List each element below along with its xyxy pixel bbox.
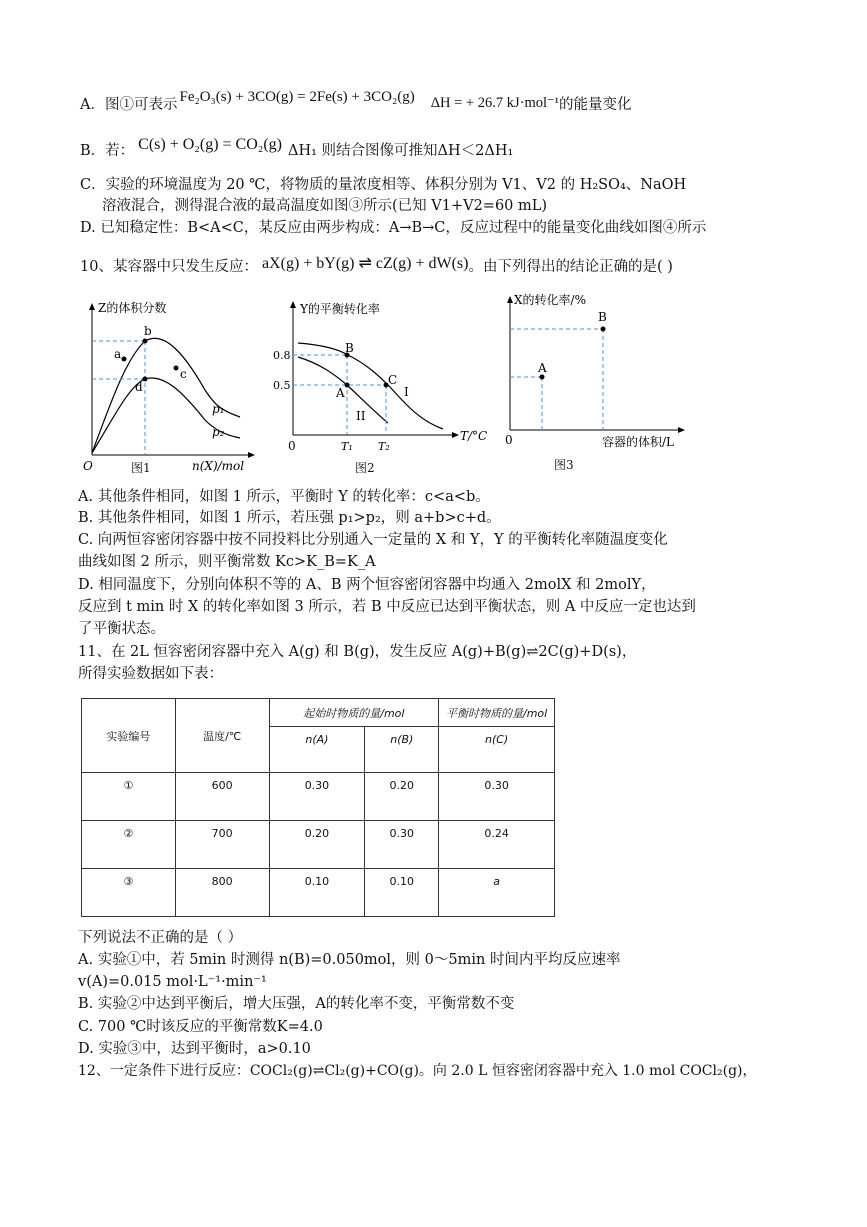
q9-option-b (80, 136, 514, 160)
fig2-curve-I (298, 343, 443, 429)
q10-equation: aX(g) + bY(g) ⇌ cZ(g) + dW(s) (261, 255, 469, 272)
q11-prompt: 下列说法不正确的是（ ） (78, 930, 243, 946)
fig3-label-A: A (538, 361, 547, 375)
fig1-label-c: c (180, 367, 187, 381)
q9-option-c-1: C．实验的环境温度为 20 ℃，将物质的量浓度相等、体积分别为 V1、V2 的 H₂SO₄、NaOH (80, 177, 687, 193)
fig1-label-a: a (114, 347, 122, 361)
q11-option-a-2: v(A)=0.015 mol·L⁻¹·min⁻¹ (78, 974, 267, 990)
fig1-point-d (143, 377, 148, 382)
q11-option-d: D. 实验③中，达到平衡时，a>0.10 (78, 1041, 311, 1057)
q11-data-table (81, 698, 555, 917)
fig2-xlabel: T/°C (460, 429, 488, 443)
fig2-origin: 0 (288, 439, 296, 453)
q9-b-prefix: B．若： (80, 143, 135, 159)
table-row (82, 821, 555, 869)
figure-2 (268, 295, 490, 465)
fig1-label-p2: p₂ (212, 425, 225, 439)
table-row (82, 773, 555, 821)
th-nb: n(B) (365, 727, 439, 773)
q9-b-suffix: ΔH₁ 则结合图像可推知ΔH＜2ΔH₁ (288, 143, 514, 159)
fig2-ytick-05: 0.5 (273, 379, 291, 392)
q10-stem-prefix: 10、某容器中只发生反应： (80, 259, 258, 275)
q10-stem (80, 255, 673, 276)
q10-option-d-1: D. 相同温度下，分别向体积不等的 A、B 两个恒容密闭容器中均通入 2molX 和 2molY， (78, 577, 656, 593)
fig2-xtick-t2: T₂ (378, 440, 390, 453)
fig3-ylabel: X的转化率/% (514, 293, 586, 307)
q11-option-b: B. 实验②中达到平衡后，增大压强，A的转化率不变，平衡常数不变 (78, 996, 515, 1012)
cell-temp: 800 (175, 869, 269, 917)
fig2-x-arrow (452, 432, 459, 438)
fig3-xlabel: 容器的体积/L (602, 435, 675, 449)
cell-nc: a (439, 869, 555, 917)
fig3-caption: 图3 (554, 458, 574, 472)
q9-a-delta: ΔH = + 26.7 kJ·mol⁻¹ (430, 95, 560, 111)
th-eq: 平衡时物质的量/mol (439, 699, 555, 727)
fig2-label-C: C (388, 373, 398, 387)
fig2-ylabel: Y的平衡转化率 (300, 302, 380, 316)
q9-option-d: D. 已知稳定性：B<A<C，某反应由两步构成：A→B→C，反应过程中的能量变化曲线如图④所示 (80, 220, 707, 236)
fig1-label-p1: p₁ (212, 402, 225, 416)
q10-option-c-2: 曲线如图 2 所示，则平衡常数 Kc>K_B=K_A (78, 554, 376, 570)
q10-option-d-3: 了平衡状态。 (78, 621, 165, 637)
table-row (82, 869, 555, 917)
fig1-x-arrow (248, 452, 255, 458)
q9-option-c-2: 溶液混合，测得混合液的最高温度如图③所示(已知 V1+V2=60 mL) (102, 198, 548, 214)
fig1-origin: O (83, 459, 93, 473)
fig2-point-A (345, 383, 350, 388)
cell-exp: ② (82, 821, 176, 869)
fig2-label-A: A (336, 386, 345, 400)
th-na: n(A) (269, 727, 365, 773)
figure-3 (500, 290, 700, 450)
fig2-xtick-t1: T₁ (341, 440, 353, 453)
q9-b-equation: C(s) + O₂(g) = CO₂(g) (138, 136, 283, 153)
fig2-label-I: I (404, 385, 409, 399)
q11-stem-2: 所得实验数据如下表： (78, 666, 223, 682)
fig1-label-d: d (135, 380, 143, 394)
q11-stem-1: 11、在 2L 恒容密闭容器中充入 A(g) 和 B(g)，发生反应 A(g)+B(g)⇌2C(g)+D(s)， (78, 644, 637, 660)
fig1-point-a (122, 357, 127, 362)
q9-a-prefix: A．图①可表示 (80, 97, 178, 113)
th-nc: n(C) (439, 727, 555, 773)
fig2-label-II: II (356, 409, 366, 423)
q12-stem: 12、一定条件下进行反应：COCl₂(g)⇌Cl₂(g)+CO(g)。向 2.0 L 恒容密闭容器中充入 1.0 mol COCl₂(g)， (78, 1063, 757, 1079)
fig1-y-arrow (89, 303, 95, 310)
q11-option-c: C. 700 ℃时该反应的平衡常数K=4.0 (78, 1019, 323, 1035)
q10-option-b: B. 其他条件相同，如图 1 所示，若压强 p₁>p₂，则 a+b>c+d。 (78, 510, 501, 526)
fig1-caption: 图1 (131, 461, 151, 475)
cell-nb: 0.20 (365, 773, 439, 821)
fig1-xlabel: n(X)/mol (192, 459, 245, 473)
q10-option-c-1: C. 向两恒容密闭容器中按不同投料比分别通入一定量的 X 和 Y，Y 的平衡转化率随温度变化 (78, 532, 668, 548)
cell-temp: 600 (175, 773, 269, 821)
fig2-y-arrow (290, 301, 296, 308)
th-temp: 温度/℃ (175, 699, 269, 773)
q9-a-equation: Fe₂O₃(s) + 3CO(g) = 2Fe(s) + 3CO₂(g) (179, 89, 415, 105)
fig3-origin: 0 (505, 433, 513, 447)
fig1-point-c (174, 366, 179, 371)
q10-option-d-2: 反应到 t min 时 X 的转化率如图 3 所示，若 B 中反应已达到平衡状态，则 A 中反应一定也达到 (78, 599, 696, 615)
fig1-point-b (143, 339, 148, 344)
fig2-ytick-08: 0.8 (273, 349, 291, 362)
fig3-point-B (601, 327, 606, 332)
cell-nb: 0.30 (365, 821, 439, 869)
cell-temp: 700 (175, 821, 269, 869)
q10-stem-suffix: 。由下列得出的结论正确的是( ) (468, 259, 673, 275)
figure-1 (80, 295, 260, 475)
q10-option-a: A. 其他条件相同，如图 1 所示，平衡时 Y 的转化率：c<a<b。 (78, 489, 490, 505)
fig2-label-B: B (345, 341, 354, 355)
q11-option-a-1: A. 实验①中，若 5min 时测得 n(B)=0.050mol，则 0～5min 时间内平均反应速率 (78, 952, 621, 968)
fig2-caption: 图2 (355, 461, 375, 475)
fig1-ylabel: Z的体积分数 (98, 301, 167, 315)
table-header-row-1 (82, 699, 555, 727)
q9-a-suffix: 的能量变化 (559, 97, 632, 113)
cell-na: 0.30 (269, 773, 365, 821)
fig1-label-b: b (144, 324, 152, 338)
th-exp: 实验编号 (82, 699, 176, 773)
fig3-point-A (540, 375, 545, 380)
cell-na: 0.20 (269, 821, 365, 869)
cell-nc: 0.24 (439, 821, 555, 869)
fig3-y-arrow (507, 296, 513, 303)
fig3-label-B: B (598, 310, 607, 324)
cell-nb: 0.10 (365, 869, 439, 917)
q9-option-a (80, 89, 632, 114)
fig3-x-arrow (678, 427, 685, 433)
cell-na: 0.10 (269, 869, 365, 917)
cell-nc: 0.30 (439, 773, 555, 821)
th-start: 起始时物质的量/mol (269, 699, 439, 727)
cell-exp: ③ (82, 869, 176, 917)
cell-exp: ① (82, 773, 176, 821)
